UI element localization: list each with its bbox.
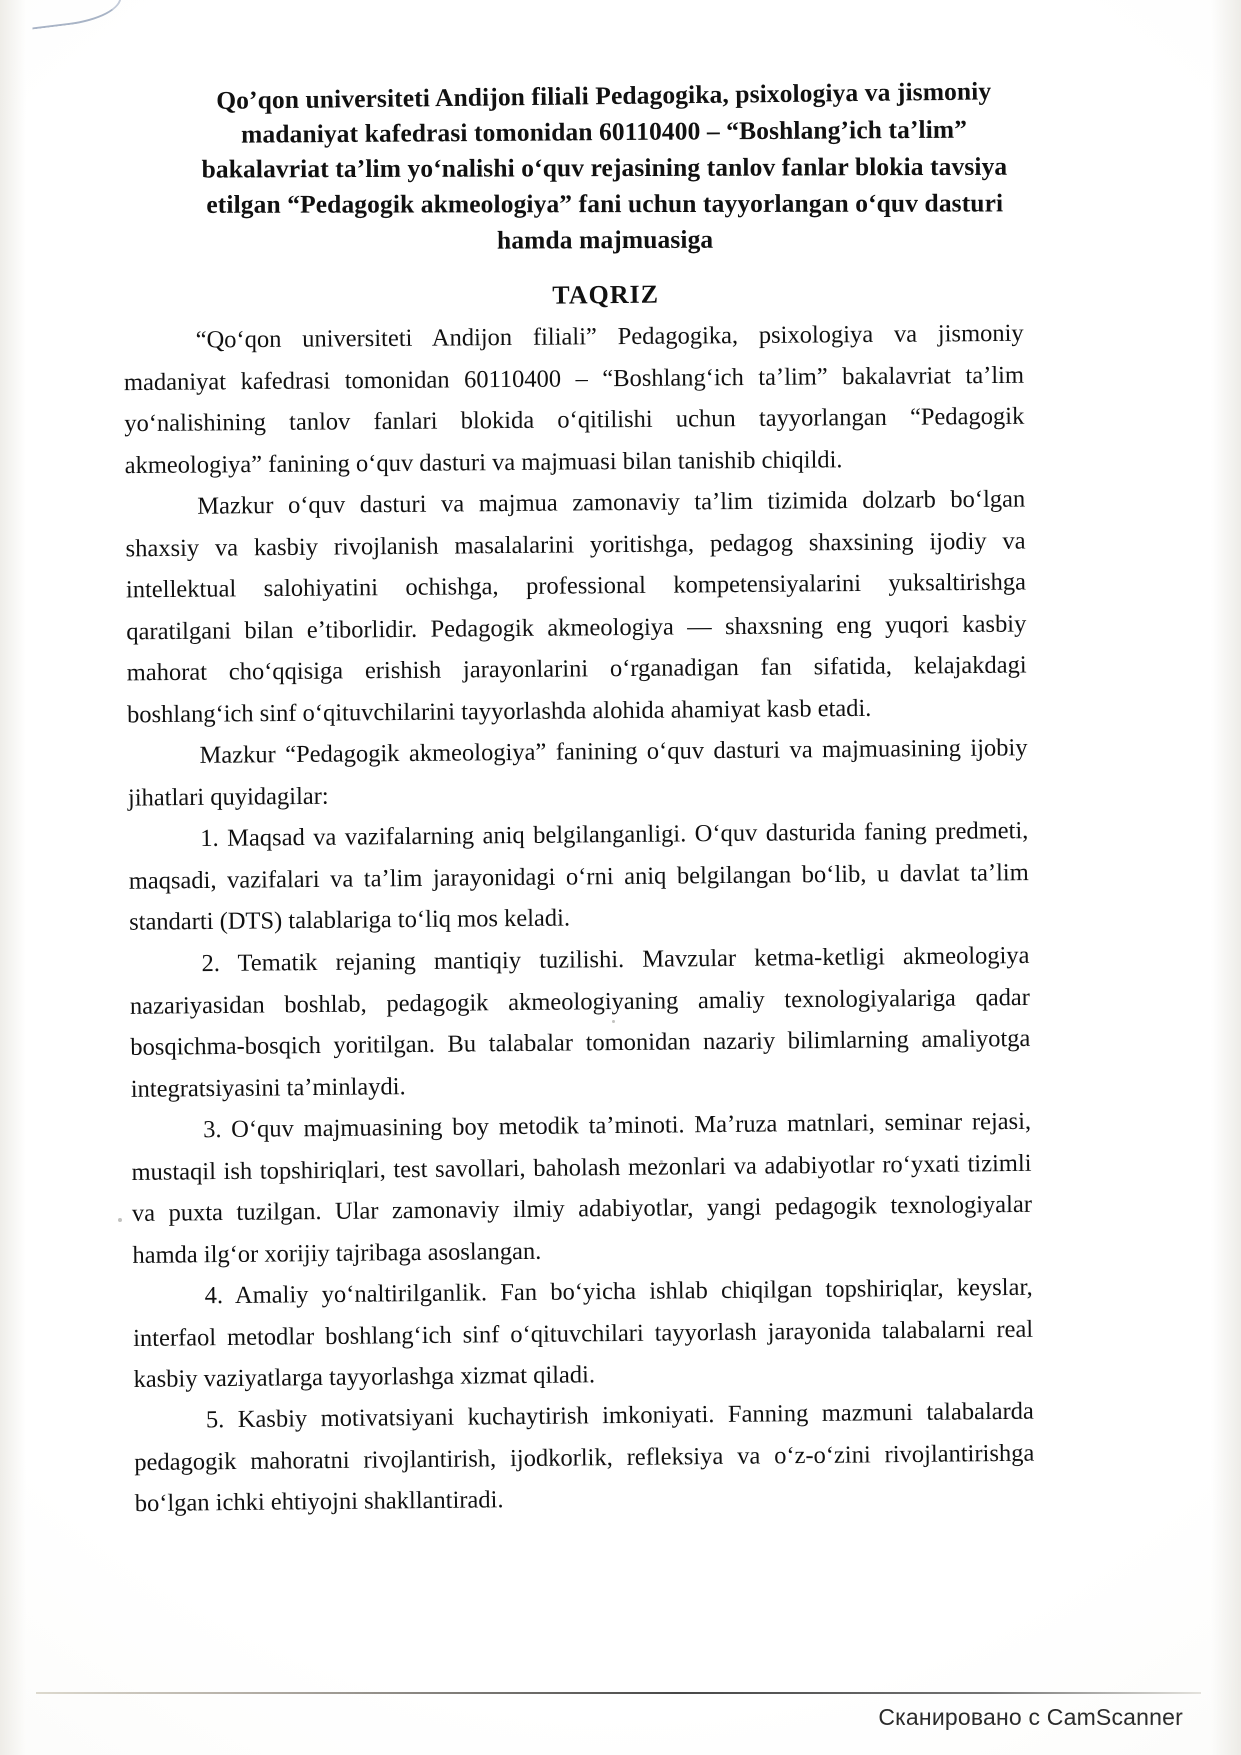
paragraph: Mazkur o‘quv dasturi va majmua zamonaviy ta’lim tizimida dolzarb bo‘lgan shaxsiy va kasbiy rivojlanish masalalarini yoritishga, pedagog shaxsining ijodiy va intellektual salohiyatini ochishga, professional kompetensiyalarini yuksaltirishga qaratilgani bilan e’tiborlidir. Pedagogik akmeologiya — shaxsning eng yuqori kasbiy mahorat cho‘qqisiga erishish jarayonlarini o‘rganadigan fan sifatida, kelajakdagi boshlang‘ich sinf o‘qituvchilarini tayyorlashda alohida ahamiyat kasb etadi. [125, 485, 1027, 728]
section-heading: TAQRIZ [552, 279, 660, 310]
list-item: 1. Maqsad va vazifalarning aniq belgilanganligi. O‘quv dasturida faning predmeti, maqsadi, vazifalari va ta’lim jarayonidagi o‘rni aniq belgilangan bo‘lib, u davlat ta’lim standarti (DTS) talablariga to‘liq mos keladi. [128, 817, 1029, 936]
title-line: bakalavriat ta’lim yo‘nalishi o‘quv rejasining tanlov fanlar blokia tavsiya [201, 151, 1008, 184]
list-item: 4. Amaliy yo‘naltirilganlik. Fan bo‘yicha ishlab chiqilgan topshiriqlar, keyslar, interfaol metodlar boshlang‘ich sinf o‘qituvchilari tayyorlash jarayonida talabalarni real kasbiy vaziyatlarga tayyorlashga xizmat qiladi. [132, 1273, 1034, 1393]
paragraph: “Qo‘qon universiteti Andijon filiali” Pedagogika, psixologiya va jismoniy madaniyat kafedrasi tomonidan 60110400 – “Boshlang‘ich ta’lim” bakalavriat ta’lim yo‘nalishining tanlov fanlari blokida o‘qitilishi uchun tayyorlangan “Pedagogik akmeologiya” fanining o‘quv dasturi va majmuasi bilan tanishib chiqildi. [123, 319, 1025, 479]
camscanner-watermark: Сканировано с CamScanner [878, 1704, 1183, 1730]
list-item: 2. Tematik rejaning mantiqiy tuzilishi. Mavzular ketma-ketligi akmeologiya nazariyasidan boshlab, pedagogik akmeologiyaning amaliy texnologiyalariga qadar bosqichma-bosqich yoritilgan. Bu talabalar tomonidan nazariy bilimlarning amaliyotga integratsiyasini ta’minlaydi. [129, 941, 1031, 1102]
scan-shadow-right [1211, 0, 1241, 1755]
document-title [151, 74, 1058, 263]
title-line: hamda majmuasiga [496, 224, 714, 255]
title-line: etilgan “Pedagogik akmeologiya” fani uchun tayyorlangan o‘quv dasturi [206, 188, 1004, 219]
scan-shadow-left [0, 0, 26, 1755]
scan-corner-curl-artifact [28, 0, 124, 29]
title-line: Qo’qon universiteti Andijon filiali Pedagogika, psixologiya va jismoniy [216, 76, 992, 115]
list-item: 5. Kasbiy motivatsiyani kuchaytirish imkoniyati. Fanning mazmuni talabalarda pedagogik mahoratni rivojlantirish, ijodkorlik, refleksiya va o‘z-o‘zini rivojlantirishga bo‘lgan ichki ehtiyojni shakllantiradi. [134, 1397, 1035, 1518]
paragraph: Mazkur “Pedagogik akmeologiya” fanining o‘quv dasturi va majmuasining ijobiy jihatlari quyidagilar: [127, 734, 1028, 812]
scan-speck [118, 1218, 122, 1222]
footer-divider [36, 1692, 1201, 1694]
list-item: 3. O‘quv majmuasining boy metodik ta’minoti. Ma’ruza matnlari, seminar rejasi, mustaqil ish topshiriqlari, test savollari, baholash mezonlari va adabiyotlar ro‘yxati tizimli va puxta tuzilgan. Ular zamonaviy ilmiy adabiyotlar, yangi pedagogik texnologiyalar hamda ilg‘or xorijiy tajribaga asoslangan. [131, 1107, 1033, 1268]
title-line: madaniyat kafedrasi tomonidan 60110400 – “Boshlang’ich ta’lim” [241, 114, 968, 149]
document-body [123, 312, 1035, 1524]
